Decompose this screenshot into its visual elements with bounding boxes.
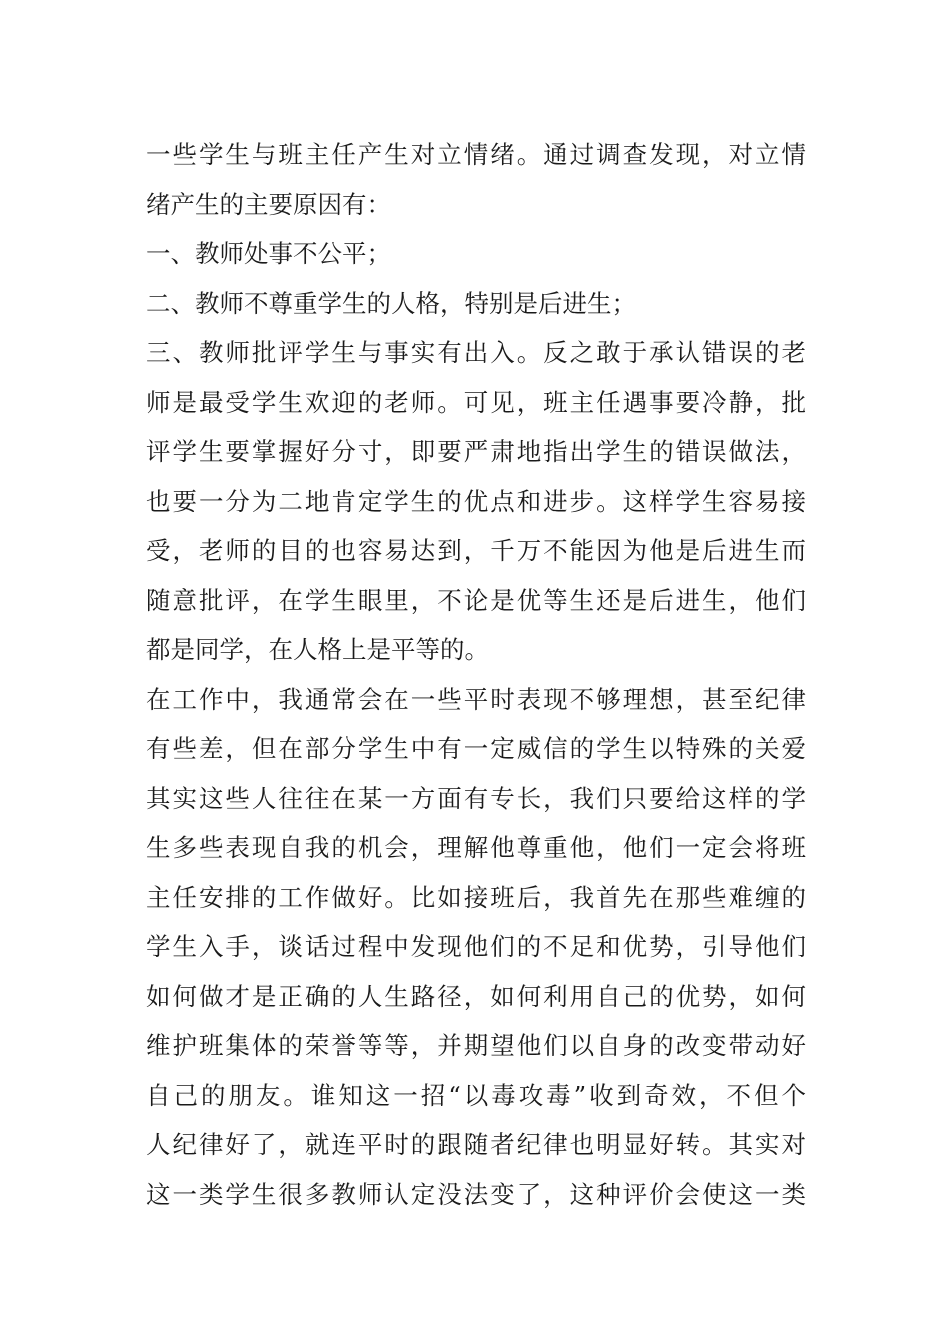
text-line: 这一类学生很多教师认定没法变了，这种评价会使这一类 bbox=[146, 1179, 806, 1209]
text-line: 也要一分为二地肯定学生的优点和进步。这样学生容易接 bbox=[146, 486, 806, 516]
text-line: 师是最受学生欢迎的老师。可见，班主任遇事要冷静，批 bbox=[146, 387, 806, 417]
text-line: 学生入手，谈话过程中发现他们的不足和优势，引导他们 bbox=[146, 932, 806, 961]
text-line: 评学生要掌握好分寸，即要严肃地指出学生的错误做法， bbox=[146, 437, 806, 466]
text-line: 一些学生与班主任产生对立情绪。通过调查发现，对立情 bbox=[146, 140, 806, 169]
text-line: 人纪律好了，就连平时的跟随者纪律也明显好转。其实对 bbox=[146, 1130, 806, 1159]
text-line: 一、教师处事不公平； bbox=[146, 239, 391, 268]
text-line: 受，老师的目的也容易达到，千万不能因为他是后进生而 bbox=[146, 536, 806, 565]
text-line: 如何做才是正确的人生路径，如何利用自己的优势，如何 bbox=[146, 981, 806, 1011]
text-line: 三、教师批评学生与事实有出入。反之敢于承认错误的老 bbox=[146, 338, 806, 367]
text-line: 都是同学，在人格上是平等的。 bbox=[146, 635, 489, 664]
text-line: 生多些表现自我的机会，理解他尊重他，他们一定会将班 bbox=[146, 833, 806, 862]
text-line: 有些差，但在部分学生中有一定威信的学生以特殊的关爱 bbox=[146, 734, 806, 763]
text-line: 在工作中，我通常会在一些平时表现不够理想，甚至纪律 bbox=[146, 684, 806, 714]
text-line: 随意批评，在学生眼里，不论是优等生还是后进生，他们 bbox=[146, 585, 806, 615]
text-line: 自己的朋友。谁知这一招“以毒攻毒”收到奇效，不但个 bbox=[146, 1080, 806, 1110]
text-line: 绪产生的主要原因有： bbox=[146, 189, 391, 219]
text-line: 二、教师不尊重学生的人格，特别是后进生； bbox=[146, 288, 636, 318]
text-line: 主任安排的工作做好。比如接班后，我首先在那些难缠的 bbox=[146, 882, 806, 912]
text-line: 维护班集体的荣誉等等，并期望他们以自身的改变带动好 bbox=[146, 1031, 806, 1060]
document-body bbox=[146, 130, 806, 1219]
text-line: 其实这些人往往在某一方面有专长，我们只要给这样的学 bbox=[146, 783, 806, 813]
